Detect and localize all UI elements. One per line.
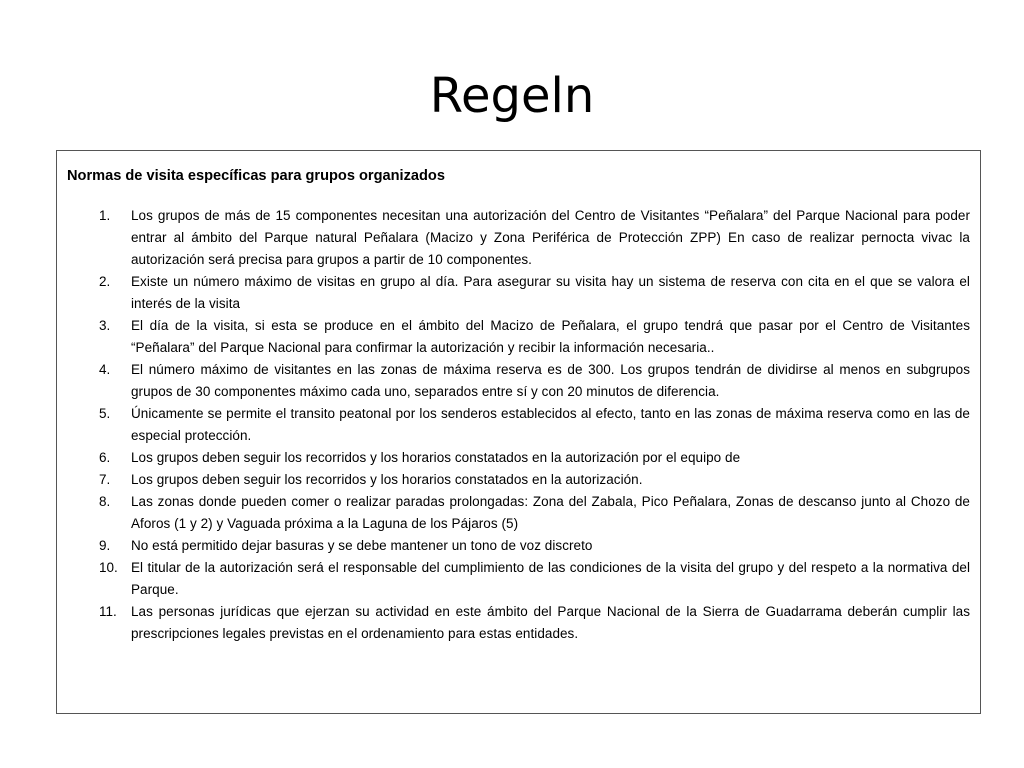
rule-text: Las personas jurídicas que ejerzan su actividad en este ámbito del Parque Nacional de la Sierra de Guadarrama deberán cumplir las prescripciones legales previstas en el ordenamiento para estas entidades. [131, 604, 970, 641]
rule-number: 4. [99, 362, 111, 377]
rules-list [67, 205, 970, 645]
slide-title: Regeln [429, 68, 595, 124]
rule-text: Únicamente se permite el transito peatonal por los senderos establecidos al efecto, tanto en las zonas de máxima reserva como en las de especial protección. [131, 406, 970, 443]
rule-number: 8. [99, 494, 111, 509]
rule-text: El número máximo de visitantes en las zonas de máxima reserva es de 300. Los grupos tendrán de dividirse al menos en subgrupos grupos de 30 componentes máximo cada uno, separados entre sí y con 20 minutos de diferencia. [131, 362, 970, 399]
rule-number: 2. [99, 274, 111, 289]
rule-item-4 [67, 359, 970, 403]
rule-item-10 [67, 557, 970, 601]
rule-number: 6. [99, 450, 111, 465]
rule-text: Existe un número máximo de visitas en grupo al día. Para asegurar su visita hay un sistema de reserva con cita en el que se valora el interés de la visita [131, 274, 970, 311]
document-image-frame [56, 150, 981, 714]
rule-item-6 [67, 447, 970, 469]
rule-item-3 [67, 315, 970, 359]
rule-text: Los grupos de más de 15 componentes necesitan una autorización del Centro de Visitantes “Peñalara” del Parque Nacional para poder entrar al ámbito del Parque natural Peñalara (Macizo y Zona Periférica de Protección ZPP) En caso de realizar pernocta vivac la autorización será precisa para grupos a partir de 10 componentes. [131, 208, 970, 267]
rule-number: 7. [99, 472, 111, 487]
rule-text: El día de la visita, si esta se produce en el ámbito del Macizo de Peñalara, el grupo tendrá que pasar por el Centro de Visitantes “Peñalara” del Parque Nacional para confirmar la autorización y recibir la información necesaria.. [131, 318, 970, 355]
rule-item-8 [67, 491, 970, 535]
rule-text: Los grupos deben seguir los recorridos y los horarios constatados en la autorización por el equipo de [131, 450, 741, 465]
rule-text: No está permitido dejar basuras y se debe mantener un tono de voz discreto [131, 538, 593, 553]
rule-item-9 [67, 535, 970, 557]
rule-item-2 [67, 271, 970, 315]
rule-number: 9. [99, 538, 111, 553]
rule-number: 5. [99, 406, 111, 421]
rule-number: 1. [99, 208, 111, 223]
document-heading: Normas de visita específicas para grupos organizados [67, 168, 445, 184]
rule-text: Los grupos deben seguir los recorridos y los horarios constatados en la autorización. [131, 472, 643, 487]
rule-number: 11. [99, 604, 117, 619]
rule-item-1 [67, 205, 970, 271]
rule-number: 3. [99, 318, 111, 333]
rule-text: El titular de la autorización será el responsable del cumplimiento de las condiciones de la visita del grupo y del respeto a la normativa del Parque. [131, 560, 970, 597]
rule-text: Las zonas donde pueden comer o realizar paradas prolongadas: Zona del Zabala, Pico Peñalara, Zonas de descanso junto al Chozo de Aforos (1 y 2) y Vaguada próxima a la Laguna de los Pájaros (5) [131, 494, 970, 531]
rule-item-5 [67, 403, 970, 447]
rule-item-7 [67, 469, 970, 491]
rule-number: 10. [99, 560, 118, 575]
rule-item-11 [67, 601, 970, 645]
